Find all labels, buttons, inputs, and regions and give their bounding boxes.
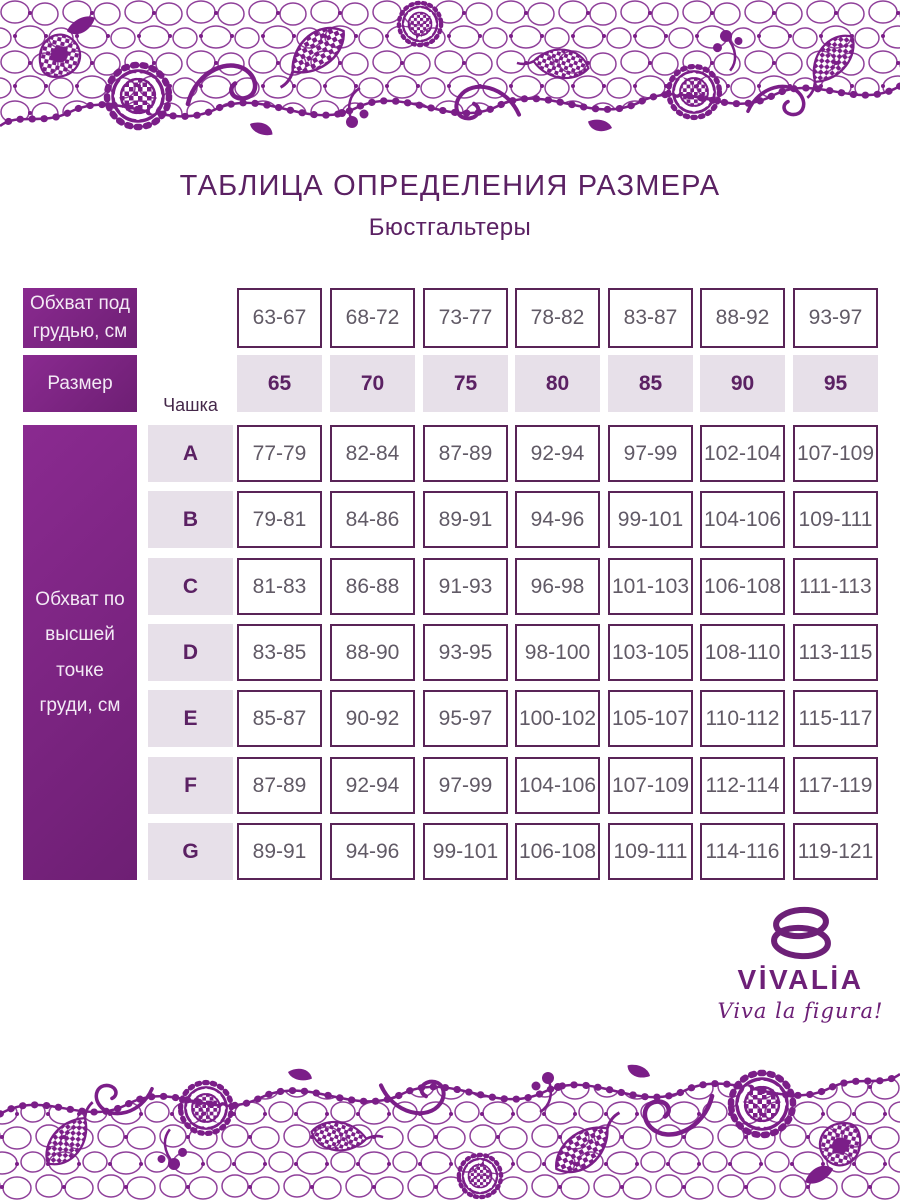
band-size-cell: 85 xyxy=(608,355,693,412)
page-title: ТАБЛИЦА ОПРЕДЕЛЕНИЯ РАЗМЕРА xyxy=(179,170,721,202)
underbust-range-cell: 73-77 xyxy=(423,288,508,348)
bust-range-cell: 94-96 xyxy=(515,491,600,548)
bust-range-cell: 95-97 xyxy=(423,690,508,747)
underbust-range-cell: 68-72 xyxy=(330,288,415,348)
bust-range-cell: 86-88 xyxy=(330,558,415,615)
bust-range-cell: 97-99 xyxy=(423,757,508,814)
bust-range-cell: 87-89 xyxy=(423,425,508,482)
bust-range-cell: 104-106 xyxy=(700,491,785,548)
page-subtitle: Бюстгальтеры xyxy=(368,214,532,241)
bust-range-cell: 93-95 xyxy=(423,624,508,681)
brand-name: VİVALİA xyxy=(737,964,864,995)
bust-range-cell: 105-107 xyxy=(608,690,693,747)
bust-range-cell: 81-83 xyxy=(237,558,322,615)
band-size-cell: 70 xyxy=(330,355,415,412)
bust-range-cell: 83-85 xyxy=(237,624,322,681)
bust-range-cell: 111-113 xyxy=(793,558,878,615)
bust-range-cell: 107-109 xyxy=(608,757,693,814)
bust-range-cell: 102-104 xyxy=(700,425,785,482)
bust-range-cell: 84-86 xyxy=(330,491,415,548)
bust-range-cell: 92-94 xyxy=(515,425,600,482)
cup-column-header: Чашка xyxy=(163,395,218,415)
brand-block xyxy=(698,906,900,1023)
underbust-range-cell: 93-97 xyxy=(793,288,878,348)
bust-range-cell: 100-102 xyxy=(515,690,600,747)
bust-range-cell: 110-112 xyxy=(700,690,785,747)
floral-lace-border-bottom-icon xyxy=(0,1050,900,1200)
bust-range-cell: 97-99 xyxy=(608,425,693,482)
bust-range-cell: 104-106 xyxy=(515,757,600,814)
underbust-range-cell: 78-82 xyxy=(515,288,600,348)
bust-range-cell: 85-87 xyxy=(237,690,322,747)
bust-range-cell: 94-96 xyxy=(330,823,415,880)
cup-letter-cell: G xyxy=(148,823,233,880)
cup-letter-cell: E xyxy=(148,690,233,747)
bust-range-cell: 90-92 xyxy=(330,690,415,747)
bust-range-cell: 119-121 xyxy=(793,823,878,880)
bust-range-cell: 77-79 xyxy=(237,425,322,482)
bust-range-cell: 96-98 xyxy=(515,558,600,615)
bust-range-cell: 109-111 xyxy=(793,491,878,548)
bust-range-cell: 101-103 xyxy=(608,558,693,615)
bust-range-cell: 103-105 xyxy=(608,624,693,681)
bust-range-cell: 79-81 xyxy=(237,491,322,548)
bust-range-cell: 112-114 xyxy=(700,757,785,814)
band-size-cell: 65 xyxy=(237,355,322,412)
bust-range-cell: 109-111 xyxy=(608,823,693,880)
band-size-cell: 80 xyxy=(515,355,600,412)
cup-letter-cell: B xyxy=(148,491,233,548)
bust-range-cell: 106-108 xyxy=(700,558,785,615)
cup-letter-cell: C xyxy=(148,558,233,615)
bust-range-cell: 106-108 xyxy=(515,823,600,880)
bust-range-cell: 115-117 xyxy=(793,690,878,747)
bust-range-cell: 87-89 xyxy=(237,757,322,814)
underbust-range-cell: 63-67 xyxy=(237,288,322,348)
bust-range-cell: 99-101 xyxy=(423,823,508,880)
bust-range-cell: 107-109 xyxy=(793,425,878,482)
bust-range-cell: 117-119 xyxy=(793,757,878,814)
bust-range-cell: 114-116 xyxy=(700,823,785,880)
size-header: Размер xyxy=(23,355,137,412)
bust-range-cell: 99-101 xyxy=(608,491,693,548)
cup-letter-cell: D xyxy=(148,624,233,681)
bust-range-cell: 113-115 xyxy=(793,624,878,681)
bust-range-cell: 92-94 xyxy=(330,757,415,814)
interlocked-ovals-logo-icon xyxy=(761,906,841,960)
brand-tagline: Viva la figura! xyxy=(717,999,884,1023)
bust-range-cell: 82-84 xyxy=(330,425,415,482)
band-size-cell: 90 xyxy=(700,355,785,412)
bust-range-cell: 88-90 xyxy=(330,624,415,681)
bust-range-cell: 108-110 xyxy=(700,624,785,681)
floral-lace-border-top-icon xyxy=(0,0,900,150)
bust-range-cell: 89-91 xyxy=(423,491,508,548)
bust-header: Обхват по высшей точке груди, см xyxy=(23,425,137,880)
bust-range-cell: 91-93 xyxy=(423,558,508,615)
bust-range-cell: 89-91 xyxy=(237,823,322,880)
bust-range-cell: 98-100 xyxy=(515,624,600,681)
underbust-header: Обхват под грудью, см xyxy=(23,288,137,348)
underbust-range-cell: 88-92 xyxy=(700,288,785,348)
cup-letter-cell: A xyxy=(148,425,233,482)
underbust-range-cell: 83-87 xyxy=(608,288,693,348)
band-size-cell: 95 xyxy=(793,355,878,412)
band-size-cell: 75 xyxy=(423,355,508,412)
cup-letter-cell: F xyxy=(148,757,233,814)
